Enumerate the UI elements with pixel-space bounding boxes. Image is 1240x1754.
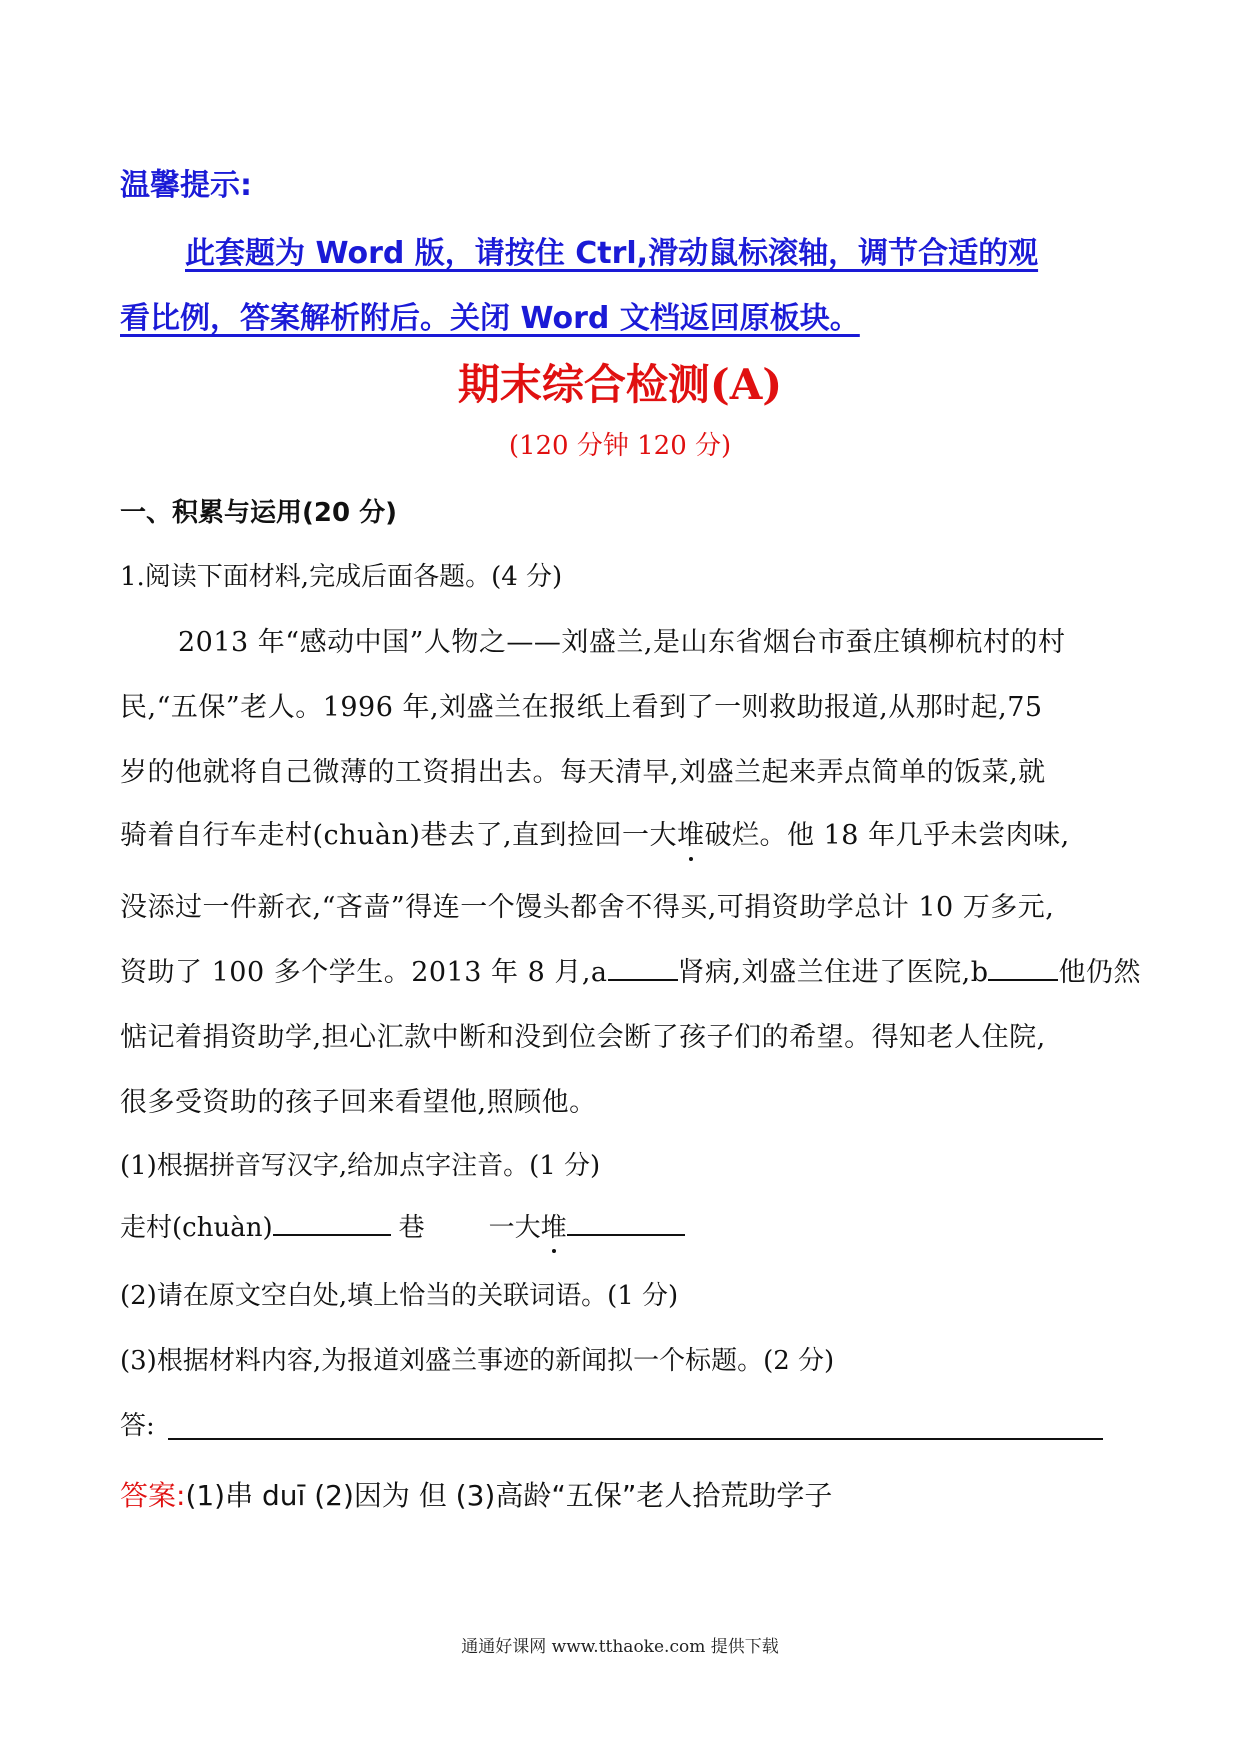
passage-line-4	[120, 813, 1130, 852]
blank-a[interactable]	[608, 953, 678, 981]
passage-line-6-part-a: 资助了 100 多个学生。2013 年 8 月,a	[120, 957, 608, 988]
answer-text: (1)串 duī (2)因为 但 (3)高龄“五保”老人拾荒助学子	[185, 1479, 833, 1512]
passage-line-4-part-b: 破烂。他 18 年几乎未尝肉味,	[704, 820, 1070, 851]
answer-blank-2[interactable]	[567, 1208, 685, 1236]
answer-key	[120, 1474, 832, 1514]
answer-label: 答案:	[120, 1479, 186, 1512]
sub-question-1: (1)根据拼音写汉字,给加点字注音。(1 分)	[120, 1151, 601, 1181]
blank-b[interactable]	[988, 953, 1058, 981]
sub-question-1-items	[120, 1207, 685, 1244]
item-2-prefix: 一大	[488, 1213, 541, 1243]
answer-prompt: 答:	[120, 1411, 155, 1441]
item-2-dotted-character: 堆	[540, 1213, 567, 1243]
passage-line-6-part-c: 他仍然	[1058, 957, 1141, 988]
passage-line-1: 2013 年“感动中国”人物之——刘盛兰,是山东省烟台市蚕庄镇柳杭村的村	[178, 627, 1066, 658]
page-subtitle: (120 分钟 120 分)	[508, 431, 732, 461]
section-heading: 一、积累与运用(20 分)	[120, 498, 397, 528]
passage-line-3: 岁的他就将自己微薄的工资捐出去。每天清早,刘盛兰起来弄点简单的饭菜,就	[120, 757, 1046, 788]
item-1-suffix: 巷	[398, 1213, 425, 1243]
dotted-character: 堆	[677, 820, 705, 851]
passage-line-6	[120, 950, 1141, 989]
passage-line-2: 民,“五保”老人。1996 年,刘盛兰在报纸上看到了一则救助报道,从那时起,75	[120, 692, 1043, 723]
tip-line-1: 此套题为 Word 版，请按住 Ctrl,滑动鼠标滚轴，调节合适的观	[185, 236, 1039, 271]
passage-line-7: 惦记着捐资助学,担心汇款中断和没到位会断了孩子们的希望。得知老人住院,	[120, 1022, 1046, 1053]
passage-line-4-part-a: 骑着自行车走村(chuàn)巷去了,直到捡回一大	[120, 820, 678, 851]
answer-line[interactable]	[168, 1438, 1103, 1440]
answer-blank-1[interactable]	[273, 1208, 391, 1236]
tip-line-2: 看比例，答案解析附后。关闭 Word 文档返回原板块。	[120, 301, 860, 336]
page-title: 期末综合检测(A)	[457, 360, 783, 409]
passage-line-5: 没添过一件新衣,“吝啬”得连一个馒头都舍不得买,可捐资助学总计 10 万多元,	[120, 892, 1055, 923]
question-1-intro: 1.阅读下面材料,完成后面各题。(4 分)	[120, 562, 563, 592]
sub-question-3: (3)根据材料内容,为报道刘盛兰事迹的新闻拟一个标题。(2 分)	[120, 1346, 835, 1376]
tip-label: 温馨提示:	[120, 168, 252, 203]
sub-question-2: (2)请在原文空白处,填上恰当的关联词语。(1 分)	[120, 1281, 679, 1311]
footer: 通通好课网 www.tthaoke.com 提供下载	[461, 1637, 779, 1657]
passage-line-6-part-b: 肾病,刘盛兰住进了医院,b	[677, 957, 989, 988]
item-1-prefix: 走村(chuàn)	[120, 1213, 273, 1243]
passage-line-8: 很多受资助的孩子回来看望他,照顾他。	[120, 1087, 597, 1118]
